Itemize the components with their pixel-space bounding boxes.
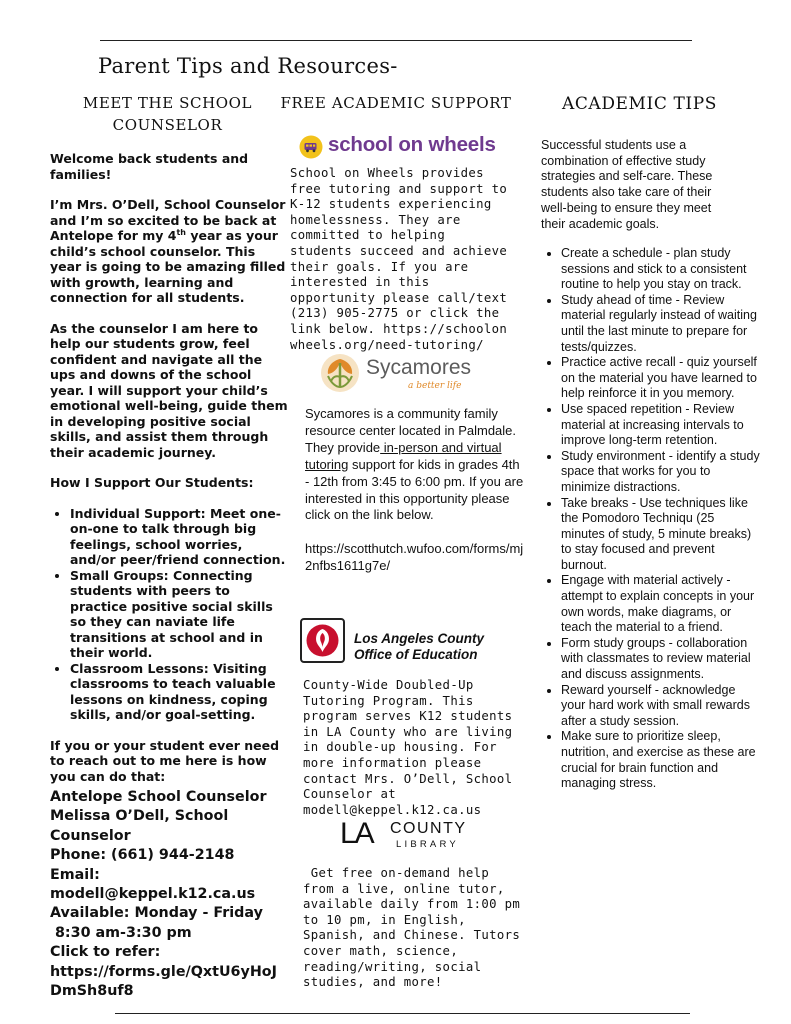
lacoe-logo bbox=[300, 618, 495, 663]
library-logo-la: LA bbox=[340, 817, 373, 850]
top-rule bbox=[100, 40, 692, 41]
contact-phone: Phone: (661) 944-2148 bbox=[50, 847, 235, 864]
list-item: • Reward yourself - acknowledge your hard work with small rewards after a study session. bbox=[561, 683, 761, 730]
lacoe-name-line1: Los Angeles County bbox=[354, 631, 485, 646]
contact-block bbox=[50, 788, 286, 1001]
list-item: • Form study groups - collaboration with classmates to review material and discuss assignments. bbox=[561, 636, 761, 683]
refer-label: Click to refer: bbox=[50, 944, 161, 961]
tips-list bbox=[541, 246, 761, 792]
list-item: • Create a schedule - plan study sessions and stick to a consistent routine to help you stay on track. bbox=[561, 246, 761, 293]
library-logo-library: LIBRARY bbox=[396, 839, 459, 850]
page-title: Parent Tips and Resources- bbox=[98, 54, 398, 78]
contact-name: Melissa O’Dell, School Counselor bbox=[50, 808, 229, 844]
welcome-text: Welcome back students and families! bbox=[50, 151, 249, 182]
ordinal-suffix: th bbox=[176, 227, 186, 237]
contact-availability: Available: Monday - Friday bbox=[50, 905, 263, 922]
list-item: • Classroom Lessons: Visiting classrooms to teach valuable lessons on kindness, coping skills, and/or goal-setting. bbox=[70, 661, 288, 723]
sycamores-link[interactable]: https://scotthutch.wufoo.com/forms/mj2nfbs1611g7e/ bbox=[305, 541, 524, 574]
counselor-heading: MEET THE SCHOOL COUNSELOR bbox=[82, 94, 253, 134]
list-item: • Practice active recall - quiz yourself on the material you have learned to help reinforce it in you memory. bbox=[561, 355, 761, 402]
sycamores-text: Sycamores is a community family resource center located in Palmdale. They provide in-person and virtual tutoring support for kids in grades 4th - 12th from 3:45 to 6:00 pm. If you are interested in this opportunity please click on the link below. https://scotthutch.wufoo.com/forms/mj2nfbs1611g7e/ bbox=[305, 406, 527, 575]
library-text: Get free on-demand help from a live, online tutor, available daily from 1:00 pm to 10 pm, in English, Spanish, and Chinese. Tutors cover math, science, reading/writing, social studies, and more! bbox=[303, 866, 528, 990]
list-item: • Take breaks - Use techniques like the Pomodoro Techniqu (25 minutes of study, 5 minute breaks) to stay focused and prevent burnout. bbox=[561, 496, 761, 574]
list-item: • Engage with material actively - attempt to explain concepts in your own words, make diagrams, or teach the material to a friend. bbox=[561, 573, 761, 635]
counselor-section bbox=[50, 151, 288, 799]
lacoe-text: County-Wide Doubled-Up Tutoring Program. This program serves K12 students in LA County who are living in double-up housing. For more information please contact Mrs. O’Dell, School Counselor at modell@keppel.k12.ca.us bbox=[303, 678, 513, 817]
bottom-rule bbox=[115, 1013, 690, 1014]
list-item: • Study ahead of time - Review material regularly instead of waiting until the last minute to prepare for tests/quizzes. bbox=[561, 293, 761, 355]
contact-org: Antelope School Counselor bbox=[50, 789, 267, 805]
role-paragraph: As the counselor I am here to help our students grow, feel confident and navigate all the ups and downs of the school year. I will support your child’s emotional well-being, guide them in developing positive social skills, and assist them through their academic journey. bbox=[50, 320, 288, 460]
la-county-library-logo bbox=[340, 818, 485, 854]
reach-out-text: If you or your student ever need to reach out to me here is how you can do that: bbox=[50, 737, 280, 784]
school-on-wheels-link[interactable]: https://schoolonwheels.org/need-tutoring/ bbox=[290, 321, 508, 352]
school-on-wheels-text: School on Wheels provides free tutoring and support to K-12 students experiencing homelessness. They are committed to helping students succeed and achieve their goals. If you are interested in this opportunity please call/text (213) 905-2775 or click the link below. https://schoolonwheels.org/need-tutoring/ bbox=[290, 166, 508, 352]
refer-link[interactable]: https://forms.gle/QxtU6yHoJDmSh8uf8 bbox=[50, 963, 277, 1000]
library-logo-county: COUNTY bbox=[390, 820, 467, 837]
support-list bbox=[50, 506, 288, 723]
lacoe-name-line2: Office of Education bbox=[354, 647, 478, 662]
lacoe-emblem-icon bbox=[300, 618, 345, 663]
school-on-wheels-wordmark: school on wheels bbox=[328, 133, 496, 156]
support-list-heading: How I Support Our Students: bbox=[50, 475, 254, 490]
tutoring-link[interactable]: in-person and virtual tutoring bbox=[305, 439, 502, 472]
tips-intro: Successful students use a combination of effective study strategies and self-care. These students also take care of their well-being to ensure they meet their academic goals. bbox=[541, 138, 713, 231]
sycamores-wordmark: Sycamores bbox=[366, 356, 472, 379]
list-item: • Make sure to prioritize sleep, nutrition, and exercise as these are crucial for brain function and managing stress. bbox=[561, 729, 761, 791]
list-item: • Use spaced repetition - Review material at increasing intervals to improve long-term retention. bbox=[561, 402, 761, 449]
list-item: • Study environment - identify a study space that works for you to minimize distractions. bbox=[561, 449, 761, 496]
intro-paragraph: I’m Mrs. O’Dell, School Counselor and I’m so excited to be back at Antelope for my 4th year as your child’s school counselor. This year is going to be amazing filled with growth, learning and connection for all students. bbox=[50, 197, 286, 305]
support-heading: FREE ACADEMIC SUPPORT bbox=[280, 94, 512, 112]
sycamores-tagline: a better life bbox=[408, 381, 462, 391]
contact-email-label: Email: bbox=[50, 866, 100, 883]
sycamores-logo bbox=[320, 353, 480, 395]
tree-icon bbox=[320, 353, 360, 393]
school-on-wheels-logo bbox=[299, 133, 496, 161]
list-item: • Small Groups: Connecting students with peers to practice positive social skills so they can naviate life transitions at school and in their world. bbox=[70, 568, 288, 661]
bus-icon bbox=[299, 135, 323, 159]
contact-hours: 8:30 am-3:30 pm bbox=[50, 924, 192, 941]
list-item: • Individual Support: Meet one-on-one to talk through big feelings, school worries, and/or peer/friend connection. bbox=[70, 506, 288, 568]
tips-heading: ACADEMIC TIPS bbox=[561, 94, 718, 114]
contact-email[interactable]: modell@keppel.k12.ca.us bbox=[50, 886, 256, 903]
